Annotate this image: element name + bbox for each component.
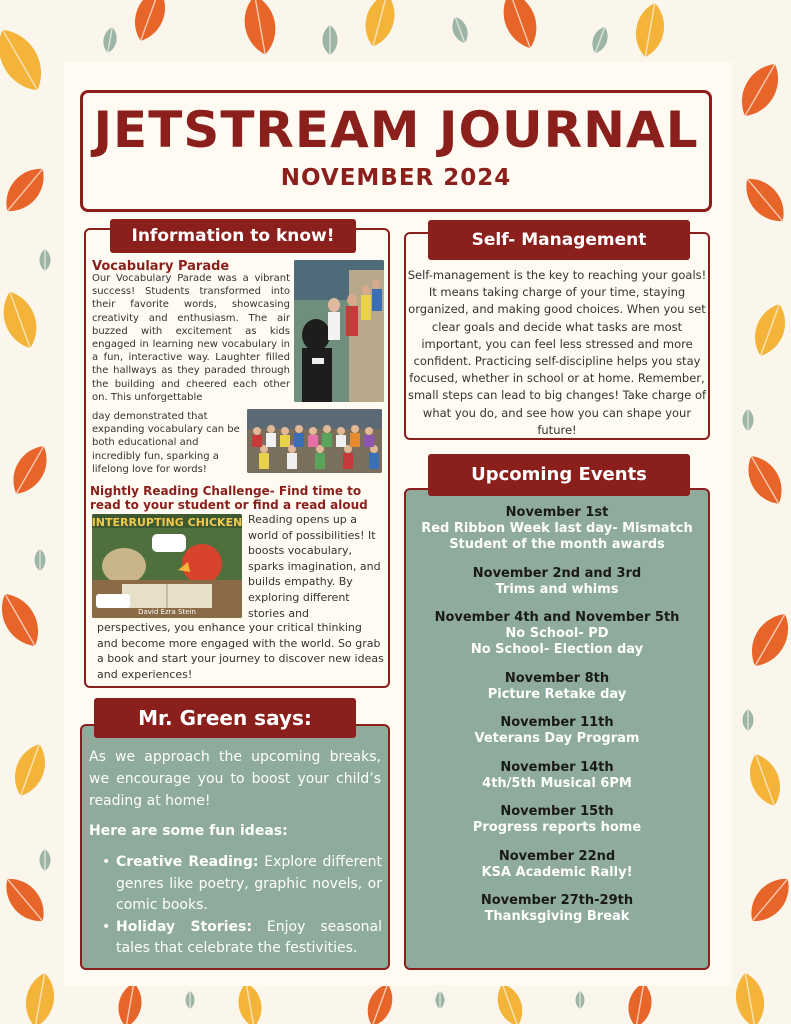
leaf-decoration: [21, 971, 59, 1024]
event-item: [406, 671, 708, 703]
mr-green-intro: As we approach the upcoming breaks, we encourage you to boost your child’s reading at home!: [89, 749, 381, 809]
event-date: November 2nd and 3rd: [472, 565, 642, 581]
event-description: Thanksgiving Break: [484, 909, 630, 924]
event-item: [406, 849, 708, 881]
mr-green-tag: Mr. Green says:: [94, 698, 356, 738]
leaf-decoration: [0, 21, 56, 104]
vocab-parade-group-photo: [247, 409, 382, 473]
leaf-decoration: [0, 287, 46, 359]
leaf-decoration: [492, 980, 531, 1024]
reading-challenge-title: Nightly Reading Challenge- Find time to read to your student or find a read aloud: [90, 484, 368, 512]
idea-label: Holiday Stories:: [116, 918, 252, 935]
leaf-decoration: [746, 299, 791, 366]
leaf-decoration: [631, 1, 669, 66]
event-date: November 15th: [500, 804, 614, 819]
idea-label: Creative Reading:: [116, 854, 259, 870]
leaf-decoration: [743, 409, 754, 437]
reading-challenge-body: Reading opens up a world of possibilities! It boosts vocabulary, sparks imagination, and builds empathy. By exploring different stories and: [248, 513, 381, 620]
leaf-decoration: [35, 549, 46, 577]
book-cover-image: [92, 514, 242, 618]
event-item: [406, 893, 708, 925]
self-management-body: Self-management is the key to reaching your goals! It means taking charge of your time, staying organized, and making good choices. When you set clear goals and decide what tasks are most important, you can feel less stressed and more confident. Practicing self-discipline helps you stay focused, whether in school or at home. Remember, small steps can lead to big changes! Take charge of what you do, and see how you can shape your future!: [407, 268, 707, 437]
mr-green-ideas-list: [100, 852, 382, 960]
idea-text: Enjoy seasonal tales that celebrate the festivities.: [116, 918, 382, 956]
event-description: Progress reports home: [472, 820, 642, 835]
masthead: [80, 90, 712, 212]
event-item: [406, 715, 708, 747]
leaf-decoration: [1, 439, 55, 506]
leaf-decoration: [0, 160, 53, 224]
event-date: November 11th: [500, 715, 614, 730]
leaf-decoration: [0, 870, 57, 934]
leaf-decoration: [358, 0, 400, 56]
events-list: [406, 505, 708, 938]
leaf-decoration: [186, 991, 195, 1015]
event-description: Trims and whims: [495, 581, 619, 597]
event-date: November 8th: [504, 670, 610, 686]
vocab-parade-body: Our Vocabulary Parade was a vibrant success! Students transformed into their favorite words, showcasing creativity and enthusiasm. The air buzzed with excitement as kids engaged in learning new vocabulary in a fun, interactive way. Laughter filled the hallways as they paraded through the building and cheered each other on. This unforgettable: [92, 273, 290, 403]
info-tag: Information to know!: [110, 219, 356, 253]
leaf-decoration: [240, 0, 281, 63]
vocab-parade-title: Vocabulary Parade: [92, 259, 230, 274]
event-date: November 27th-29th: [480, 893, 634, 908]
event-description: Picture Retake day: [487, 686, 627, 702]
list-item: [100, 852, 382, 917]
event-description: Red Ribbon Week last day- Mismatch Student of the month awards: [421, 521, 693, 552]
leaf-decoration: [0, 587, 51, 659]
event-description: No School- PD No School- Election day: [470, 626, 644, 657]
mr-green-ideas-heading: Here are some fun ideas:: [89, 823, 288, 839]
book-cover-author: David Ezra Stein: [138, 608, 196, 616]
leaf-decoration: [360, 980, 399, 1024]
leaf-decoration: [496, 0, 547, 59]
leaf-decoration: [587, 24, 612, 61]
reading-challenge-body-continued: perspectives, you enhance your critical thinking and become more engaged with the world. So grab a book and start your journey to discover new ideas and experiences!: [97, 621, 384, 681]
leaf-decoration: [739, 607, 791, 679]
leaf-decoration: [624, 981, 655, 1024]
list-item: [100, 917, 382, 960]
leaf-decoration: [738, 870, 791, 934]
leaf-decoration: [6, 739, 53, 806]
vocab-parade-photo: [294, 260, 384, 402]
issue-date: NOVEMBER 2024: [280, 165, 512, 191]
leaf-decoration: [40, 249, 51, 277]
event-item: [406, 804, 708, 836]
leaf-decoration: [436, 991, 445, 1015]
event-description: KSA Academic Rally!: [481, 864, 633, 880]
event-date: November 14th: [500, 759, 614, 775]
events-tag: Upcoming Events: [428, 454, 690, 496]
event-date: November 4th and November 5th: [434, 610, 680, 625]
event-description: Veterans Day Program: [474, 731, 640, 746]
newsletter-title: JETSTREAM JOURNAL: [93, 101, 699, 159]
leaf-decoration: [739, 449, 791, 516]
leaf-decoration: [126, 0, 173, 51]
leaf-decoration: [235, 981, 266, 1024]
book-cover-title: INTERRUPTING CHICKEN: [92, 516, 242, 529]
event-item: [406, 760, 708, 792]
event-date: November 22nd: [498, 848, 616, 864]
leaf-decoration: [323, 25, 338, 61]
leaf-decoration: [114, 981, 145, 1024]
leaf-decoration: [743, 749, 790, 816]
event-item: [406, 566, 708, 598]
leaf-decoration: [40, 849, 51, 877]
leaf-decoration: [732, 971, 770, 1024]
leaf-decoration: [449, 14, 474, 51]
leaf-decoration: [743, 709, 754, 737]
event-date: November 1st: [505, 505, 609, 520]
event-item: [406, 505, 708, 553]
leaf-decoration: [737, 170, 791, 234]
self-management-tag: Self- Management: [428, 220, 690, 260]
idea-text: Explore different genres like poetry, graphic novels, or comic books.: [116, 854, 382, 913]
event-item: [406, 610, 708, 658]
leaf-decoration: [729, 57, 788, 129]
leaf-decoration: [576, 991, 585, 1015]
event-description: 4th/5th Musical 6PM: [482, 775, 632, 791]
leaf-decoration: [100, 26, 118, 60]
vocab-parade-body-continued: day demonstrated that expanding vocabulary can be both educational and incredibly fun, sparking a lifelong love for words!: [92, 411, 240, 475]
